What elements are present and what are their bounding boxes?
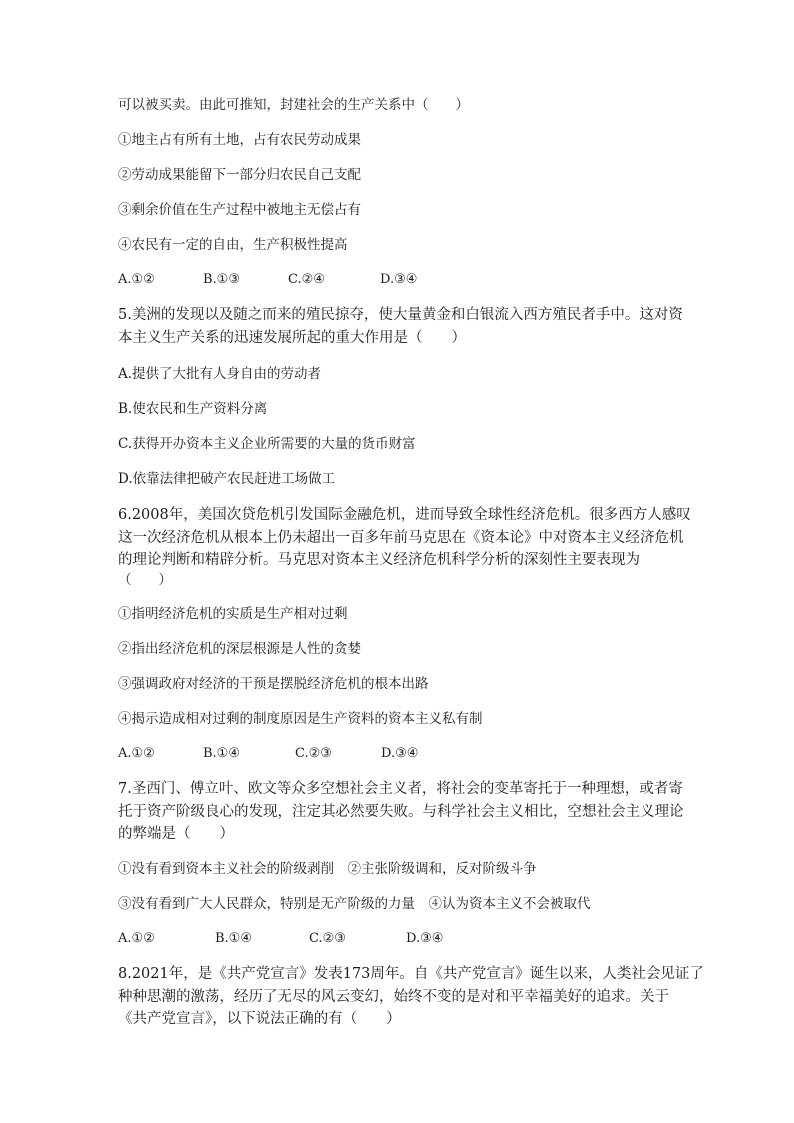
q6-option-d: D.③④ — [381, 746, 419, 761]
q4-option-c: C.②④ — [288, 272, 325, 287]
q6-option-b: B.①④ — [203, 746, 240, 761]
q6-option-c: C.②③ — [295, 746, 332, 761]
q5-option-d: D.依靠法律把破产农民赶进工场做工 — [118, 471, 336, 487]
q7-option-b: B.①④ — [215, 931, 252, 946]
q7-option-c: C.②③ — [309, 931, 346, 946]
q5-option-a: A.提供了大批有人身自由的劳动者 — [118, 366, 322, 382]
q8-stem-line-1: 8.2021年，是《共产党宣言》发表173周年。自《共产党宣言》诞生以来，人类社会见证了 — [118, 966, 704, 982]
q4-option-b: B.①③ — [203, 272, 240, 287]
q6-item-1: ①指明经济危机的实质是生产相对过剩 — [118, 606, 348, 622]
q4-option-d: D.③④ — [380, 272, 418, 287]
q4-option-a: A.①② — [118, 272, 155, 287]
q6-stem-line-3: 的理论判断和精辟分析。马克思对资本主义经济危机科学分析的深刻性主要表现为 — [118, 552, 640, 568]
q6-item-3: ③强调政府对经济的干预是摆脱经济危机的根本出路 — [118, 676, 429, 692]
q6-item-2: ②指出经济危机的深层根源是人性的贪婪 — [118, 641, 361, 657]
q8-stem-line-3: 《共产党宣言》，以下说法正确的有（ ） — [118, 1011, 401, 1027]
q4-item-1: ①地主占有所有土地，占有农民劳动成果 — [118, 132, 361, 148]
q5-option-c: C.获得开办资本主义企业所需要的大量的货币财富 — [118, 436, 416, 452]
q6-stem-line-4: （ ） — [118, 572, 172, 588]
q5-stem-line-2: 本主义生产关系的迅速发展所起的重大作用是（ ） — [118, 330, 466, 346]
q4-item-2: ②劳动成果能留下一部分归农民自己支配 — [118, 167, 361, 183]
q4-stem-tail: 可以被买卖。由此可推知，封建社会的生产关系中（ ） — [118, 97, 469, 113]
q5-stem-line-1: 5.美洲的发现以及随之而来的殖民掠夺，使大量黄金和白银流入西方殖民者手中。这对资 — [118, 307, 683, 323]
q6-item-4: ④揭示造成相对过剩的制度原因是生产资料的资本主义私有制 — [118, 711, 483, 727]
q7-items-line-1: ①没有看到资本主义社会的阶级剥削 ②主张阶级调和，反对阶级斗争 — [118, 861, 537, 877]
q7-option-d: D.③④ — [406, 931, 444, 946]
q5-option-b: B.使农民和生产资料分离 — [118, 401, 268, 417]
q8-stem-line-2: 种种思潮的激荡，经历了无尽的风云变幻，始终不变的是对和平幸福美好的追求。关于 — [118, 989, 669, 1005]
q7-stem-line-1: 7.圣西门、傅立叶、欧文等众多空想社会主义者，将社会的变革寄托于一种理想，或者寄 — [118, 781, 683, 797]
q7-option-a: A.①② — [118, 931, 155, 946]
q7-stem-line-3: 的弊端是（ ） — [118, 826, 234, 842]
q6-stem-line-2: 这一次经济危机从根本上仍未超出一百多年前马克思在《资本论》中对资本主义经济危机 — [118, 530, 684, 546]
q6-stem-line-1: 6.2008年，美国次贷危机引发国际金融危机，进而导致全球性经济危机。很多西方人感叹 — [118, 507, 691, 523]
q6-options — [118, 744, 418, 764]
q4-item-4: ④农民有一定的自由，生产积极性提高 — [118, 237, 348, 253]
q7-items-line-2: ③没有看到广大人民群众，特别是无产阶级的力量 ④认为资本主义不会被取代 — [118, 896, 591, 912]
q4-item-3: ③剩余价值在生产过程中被地主无偿占有 — [118, 202, 361, 218]
q7-options — [118, 929, 443, 949]
q4-options — [118, 270, 417, 290]
q7-stem-line-2: 托于资产阶级良心的发现，注定其必然要失败。与科学社会主义相比，空想社会主义理论 — [118, 804, 684, 820]
q6-option-a: A.①② — [118, 746, 155, 761]
